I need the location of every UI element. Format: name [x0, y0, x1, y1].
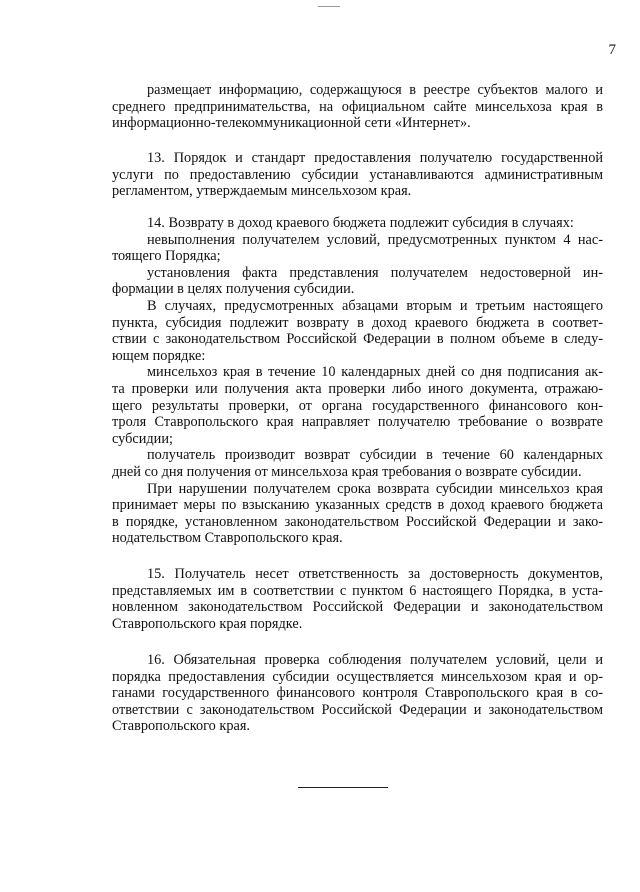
text-line: тоящего Порядка;: [112, 248, 221, 265]
text-line: размещает информацию, содержащуюся в реестре субъектов малого и: [147, 82, 603, 98]
text-line: дней со дня получения от минсельхоза края требования о возврате субсидии.: [112, 463, 582, 480]
text-line: ганами государственного финансового контроля Ставропольского края в со-: [112, 685, 603, 702]
text-line: та проверки или получения акта проверки либо иного документа, отражаю-: [112, 380, 603, 397]
text-line: в порядке, установленном законодательством Российской Федерации и зако-: [112, 513, 603, 530]
text-line: регламентом, утверждаемым минсельхозом края.: [112, 183, 412, 200]
text-line: 14. Возврату в доход краевого бюджета подлежит субсидия в случаях:: [147, 215, 574, 231]
text-line: представляемых им в соответствии с пунктом 6 настоящего Порядка, в уста-: [112, 582, 603, 599]
paragraph-13: [112, 150, 603, 200]
text-line: 15. Получатель несет ответственность за достоверность документов,: [147, 566, 603, 582]
text-line: При нарушении получателем срока возврата субсидии минсельхоз края: [147, 480, 603, 497]
text-line: минсельхоз края в течение 10 календарных дней со дня подписания ак-: [147, 364, 603, 381]
text-line: новленном законодательством Российской Федерации и законодательством: [112, 599, 603, 616]
text-line: субсидии;: [112, 430, 173, 447]
paragraph-16: [112, 652, 603, 735]
text-line: В случаях, предусмотренных абзацами вторым и третьим настоящего: [147, 297, 603, 314]
text-line: ответствии с законодательством Российской Федерации и законодательством: [112, 701, 603, 718]
text-line: Ставропольского края порядке.: [112, 615, 303, 632]
text-line: Ставропольского края.: [112, 718, 250, 735]
text-line: принимает меры по взысканию указанных средств в доход краевого бюджета: [112, 497, 603, 514]
text-line: услуги по предоставлению субсидии устанавливаются административным: [112, 166, 603, 183]
text-line: информационно-телекоммуникационной сети «Интернет».: [112, 115, 471, 132]
text-line: 16. Обязательная проверка соблюдения получателем условий, цели и: [147, 652, 603, 668]
paragraph-14: [112, 215, 603, 547]
text-line: установления факта представления получателем недостоверной ин-: [147, 264, 603, 281]
text-line: 13. Порядок и стандарт предоставления получателю государственной: [147, 150, 603, 166]
text-line: троля Ставропольского края направляет получателю требование о возврате: [112, 414, 603, 431]
paragraph-continuation: [112, 82, 603, 132]
text-line: нодательством Ставропольского края.: [112, 530, 343, 547]
text-line: щего результаты проверки, от органа государственного финансового кон-: [112, 397, 603, 414]
text-line: порядка предоставления субсидии осуществляется минсельхозом края и ор-: [112, 668, 603, 685]
text-line: ствии с законодательством Российской Федерации в полном объеме в следу-: [112, 331, 603, 348]
text-line: формации в целях получения субсидии.: [112, 281, 355, 298]
text-line: получатель производит возврат субсидии в течение 60 календарных: [147, 447, 603, 464]
paragraph-15: [112, 566, 603, 632]
scan-mark: [318, 6, 340, 7]
page-number: 7: [608, 42, 616, 58]
end-of-document-rule: [298, 787, 388, 788]
text-line: невыполнения получателем условий, предусмотренных пунктом 4 нас-: [147, 231, 603, 248]
text-line: среднего предпринимательства, на официальном сайте минсельхоза края в: [112, 98, 603, 115]
text-line: ющем порядке:: [112, 347, 206, 364]
text-line: пункта, субсидия подлежит возврату в доход краевого бюджета в соответ-: [112, 314, 603, 331]
